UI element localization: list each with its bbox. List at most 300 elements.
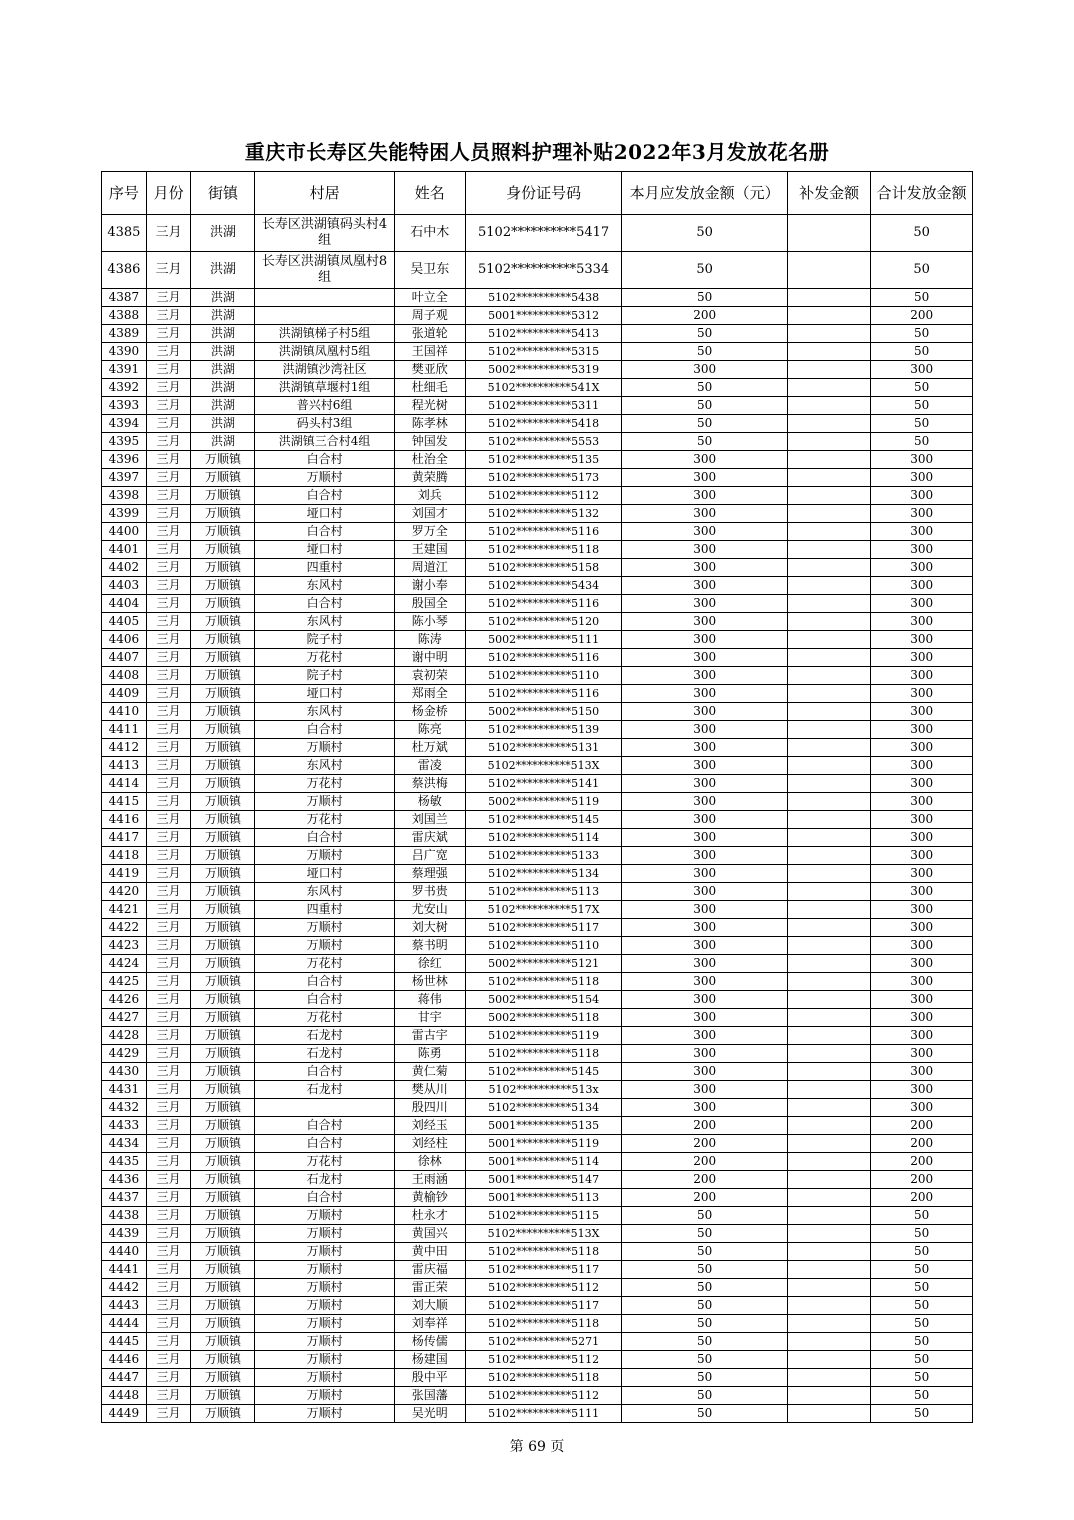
monthly-amount-cell: 300 [622,559,788,577]
row-number-cell: 4407 [102,649,147,667]
monthly-amount-cell: 300 [622,847,788,865]
town-cell: 万顺镇 [191,1117,255,1135]
name-cell: 蒋伟 [394,991,465,1009]
page-number: 第 69 页 [509,1439,565,1455]
id-number-cell: 5102**********513X [465,1225,622,1243]
supplement-amount-cell [788,379,871,397]
town-cell: 万顺镇 [191,1225,255,1243]
monthly-amount-cell: 300 [622,973,788,991]
header-cell: 村居 [255,172,394,215]
name-cell: 樊从川 [394,1081,465,1099]
row-number-cell: 4424 [102,955,147,973]
name-cell: 叶立全 [394,289,465,307]
town-cell: 万顺镇 [191,1369,255,1387]
name-cell: 张道轮 [394,325,465,343]
total-amount-cell: 200 [871,1117,973,1135]
row-number-cell: 4403 [102,577,147,595]
monthly-amount-cell: 50 [622,1333,788,1351]
name-cell: 王国祥 [394,343,465,361]
row-number-cell: 4433 [102,1117,147,1135]
village-cell: 垭口村 [255,685,394,703]
month-cell: 三月 [146,379,191,397]
id-number-cell: 5102**********5117 [465,1261,622,1279]
monthly-amount-cell: 50 [622,1207,788,1225]
total-amount-cell: 300 [871,1099,973,1117]
name-cell: 黄榆钞 [394,1189,465,1207]
total-amount-cell: 50 [871,1207,973,1225]
name-cell: 甘宇 [394,1009,465,1027]
month-cell: 三月 [146,631,191,649]
name-cell: 陈涛 [394,631,465,649]
table-row [102,991,973,1009]
total-amount-cell: 300 [871,865,973,883]
id-number-cell: 5102**********517X [465,901,622,919]
table-row [102,451,973,469]
monthly-amount-cell: 300 [622,793,788,811]
row-number-cell: 4412 [102,739,147,757]
id-number-cell: 5102**********5116 [465,523,622,541]
supplement-amount-cell [788,901,871,919]
name-cell: 雷庆斌 [394,829,465,847]
name-cell: 刘经玉 [394,1117,465,1135]
month-cell: 三月 [146,901,191,919]
supplement-amount-cell [788,361,871,379]
monthly-amount-cell: 300 [622,1099,788,1117]
table-row [102,631,973,649]
name-cell: 杜治全 [394,451,465,469]
supplement-amount-cell [788,1261,871,1279]
row-number-cell: 4440 [102,1243,147,1261]
name-cell: 张国藩 [394,1387,465,1405]
monthly-amount-cell: 50 [622,1279,788,1297]
town-cell: 万顺镇 [191,469,255,487]
town-cell: 万顺镇 [191,793,255,811]
monthly-amount-cell: 300 [622,811,788,829]
monthly-amount-cell: 300 [622,469,788,487]
name-cell: 殷中平 [394,1369,465,1387]
month-cell: 三月 [146,793,191,811]
row-number-cell: 4411 [102,721,147,739]
table-row [102,325,973,343]
total-amount-cell: 50 [871,1279,973,1297]
name-cell: 钟国发 [394,433,465,451]
id-number-cell: 5102**********5413 [465,325,622,343]
month-cell: 三月 [146,1207,191,1225]
row-number-cell: 4408 [102,667,147,685]
town-cell: 洪湖 [191,415,255,433]
supplement-amount-cell [788,252,871,289]
name-cell: 石中木 [394,215,465,252]
row-number-cell: 4428 [102,1027,147,1045]
table-row [102,937,973,955]
id-number-cell: 5001**********5113 [465,1189,622,1207]
total-amount-cell: 200 [871,1171,973,1189]
village-cell: 石龙村 [255,1027,394,1045]
name-cell: 殷四川 [394,1099,465,1117]
village-cell: 东风村 [255,577,394,595]
total-amount-cell: 300 [871,469,973,487]
name-cell: 谢中明 [394,649,465,667]
total-amount-cell: 50 [871,1243,973,1261]
row-number-cell: 4401 [102,541,147,559]
monthly-amount-cell: 300 [622,757,788,775]
table-row [102,1135,973,1153]
month-cell: 三月 [146,397,191,415]
town-cell: 万顺镇 [191,1351,255,1369]
monthly-amount-cell: 50 [622,415,788,433]
month-cell: 三月 [146,847,191,865]
town-cell: 万顺镇 [191,649,255,667]
roster-table [101,171,973,1423]
table-row [102,307,973,325]
table-row [102,649,973,667]
name-cell: 刘大顺 [394,1297,465,1315]
month-cell: 三月 [146,1153,191,1171]
name-cell: 刘奉祥 [394,1315,465,1333]
row-number-cell: 4390 [102,343,147,361]
supplement-amount-cell [788,847,871,865]
total-amount-cell: 300 [871,991,973,1009]
table-row [102,775,973,793]
monthly-amount-cell: 50 [622,1297,788,1315]
supplement-amount-cell [788,829,871,847]
village-cell: 白合村 [255,973,394,991]
row-number-cell: 4398 [102,487,147,505]
village-cell: 万顺村 [255,1315,394,1333]
supplement-amount-cell [788,865,871,883]
village-cell: 洪湖镇凤凰村5组 [255,343,394,361]
id-number-cell: 5102**********5134 [465,865,622,883]
id-number-cell: 5102**********5118 [465,1369,622,1387]
total-amount-cell: 300 [871,703,973,721]
name-cell: 雷正荣 [394,1279,465,1297]
id-number-cell: 5102**********5114 [465,829,622,847]
table-row [102,1387,973,1405]
row-number-cell: 4438 [102,1207,147,1225]
supplement-amount-cell [788,559,871,577]
table-row [102,1081,973,1099]
monthly-amount-cell: 300 [622,1045,788,1063]
monthly-amount-cell: 300 [622,937,788,955]
monthly-amount-cell: 300 [622,577,788,595]
town-cell: 万顺镇 [191,1009,255,1027]
supplement-amount-cell [788,397,871,415]
row-number-cell: 4396 [102,451,147,469]
village-cell: 万花村 [255,775,394,793]
total-amount-cell: 300 [871,901,973,919]
row-number-cell: 4426 [102,991,147,1009]
village-cell: 四重村 [255,901,394,919]
village-cell: 白合村 [255,523,394,541]
total-amount-cell: 300 [871,829,973,847]
total-amount-cell: 300 [871,559,973,577]
name-cell: 程光树 [394,397,465,415]
id-number-cell: 5102**********5116 [465,649,622,667]
name-cell: 蔡理强 [394,865,465,883]
id-number-cell: 5001**********5119 [465,1135,622,1153]
supplement-amount-cell [788,215,871,252]
name-cell: 吴光明 [394,1405,465,1423]
name-cell: 杨敏 [394,793,465,811]
month-cell: 三月 [146,1009,191,1027]
name-cell: 陈小琴 [394,613,465,631]
supplement-amount-cell [788,937,871,955]
village-cell: 东风村 [255,613,394,631]
month-cell: 三月 [146,1351,191,1369]
total-amount-cell: 300 [871,649,973,667]
table-row [102,1189,973,1207]
row-number-cell: 4409 [102,685,147,703]
name-cell: 杨金桥 [394,703,465,721]
row-number-cell: 4400 [102,523,147,541]
name-cell: 黄中田 [394,1243,465,1261]
table-row [102,793,973,811]
town-cell: 万顺镇 [191,811,255,829]
town-cell: 万顺镇 [191,1405,255,1423]
village-cell: 万顺村 [255,1369,394,1387]
monthly-amount-cell: 300 [622,721,788,739]
total-amount-cell: 50 [871,1261,973,1279]
id-number-cell: 5102**********5110 [465,667,622,685]
table-row [102,1333,973,1351]
monthly-amount-cell: 300 [622,991,788,1009]
name-cell: 刘大树 [394,919,465,937]
total-amount-cell: 300 [871,523,973,541]
month-cell: 三月 [146,451,191,469]
table-row [102,811,973,829]
town-cell: 万顺镇 [191,559,255,577]
month-cell: 三月 [146,685,191,703]
month-cell: 三月 [146,811,191,829]
name-cell: 樊亚欣 [394,361,465,379]
row-number-cell: 4421 [102,901,147,919]
month-cell: 三月 [146,1297,191,1315]
month-cell: 三月 [146,1063,191,1081]
header-cell: 本月应发放金额（元） [622,172,788,215]
month-cell: 三月 [146,1099,191,1117]
town-cell: 万顺镇 [191,595,255,613]
id-number-cell: 5102**********5118 [465,1243,622,1261]
monthly-amount-cell: 200 [622,1117,788,1135]
supplement-amount-cell [788,631,871,649]
total-amount-cell: 300 [871,613,973,631]
row-number-cell: 4427 [102,1009,147,1027]
total-amount-cell: 300 [871,847,973,865]
town-cell: 万顺镇 [191,1333,255,1351]
monthly-amount-cell: 300 [622,865,788,883]
name-cell: 杜永才 [394,1207,465,1225]
town-cell: 万顺镇 [191,829,255,847]
table-row [102,865,973,883]
supplement-amount-cell [788,1351,871,1369]
town-cell: 万顺镇 [191,1063,255,1081]
month-cell: 三月 [146,487,191,505]
id-number-cell: 5102**********541X [465,379,622,397]
monthly-amount-cell: 50 [622,379,788,397]
village-cell: 洪湖镇沙湾社区 [255,361,394,379]
month-cell: 三月 [146,252,191,289]
month-cell: 三月 [146,973,191,991]
row-number-cell: 4445 [102,1333,147,1351]
total-amount-cell: 300 [871,451,973,469]
town-cell: 万顺镇 [191,901,255,919]
name-cell: 杜万斌 [394,739,465,757]
monthly-amount-cell: 300 [622,1009,788,1027]
name-cell: 吴卫东 [394,252,465,289]
id-number-cell: 5002**********5319 [465,361,622,379]
table-row [102,955,973,973]
name-cell: 郑雨全 [394,685,465,703]
id-number-cell: 5102**********5418 [465,415,622,433]
id-number-cell: 5102**********5116 [465,595,622,613]
village-cell: 东风村 [255,757,394,775]
id-number-cell: 5102**********5173 [465,469,622,487]
town-cell: 洪湖 [191,325,255,343]
month-cell: 三月 [146,1279,191,1297]
id-number-cell: 5102**********5118 [465,973,622,991]
name-cell: 刘国才 [394,505,465,523]
month-cell: 三月 [146,577,191,595]
id-number-cell: 5102**********5334 [465,252,622,289]
town-cell: 万顺镇 [191,613,255,631]
supplement-amount-cell [788,1189,871,1207]
town-cell: 万顺镇 [191,703,255,721]
supplement-amount-cell [788,451,871,469]
monthly-amount-cell: 300 [622,1063,788,1081]
row-number-cell: 4415 [102,793,147,811]
village-cell: 万顺村 [255,1225,394,1243]
row-number-cell: 4391 [102,361,147,379]
town-cell: 万顺镇 [191,937,255,955]
supplement-amount-cell [788,739,871,757]
town-cell: 万顺镇 [191,739,255,757]
monthly-amount-cell: 50 [622,433,788,451]
row-number-cell: 4430 [102,1063,147,1081]
id-number-cell: 5102**********5438 [465,289,622,307]
table-row [102,361,973,379]
town-cell: 万顺镇 [191,541,255,559]
village-cell: 万顺村 [255,1351,394,1369]
table-row [102,1369,973,1387]
village-cell [255,289,394,307]
town-cell: 万顺镇 [191,1279,255,1297]
id-number-cell: 5102**********5311 [465,397,622,415]
town-cell: 万顺镇 [191,973,255,991]
id-number-cell: 5102**********5132 [465,505,622,523]
row-number-cell: 4419 [102,865,147,883]
month-cell: 三月 [146,215,191,252]
id-number-cell: 5102**********5553 [465,433,622,451]
village-cell: 白合村 [255,721,394,739]
town-cell: 万顺镇 [191,1081,255,1099]
table-row [102,1045,973,1063]
id-number-cell: 5102**********5112 [465,487,622,505]
table-row [102,1261,973,1279]
supplement-amount-cell [788,703,871,721]
id-number-cell: 5102**********5139 [465,721,622,739]
row-number-cell: 4414 [102,775,147,793]
total-amount-cell: 50 [871,1351,973,1369]
table-row [102,559,973,577]
total-amount-cell: 300 [871,631,973,649]
monthly-amount-cell: 200 [622,307,788,325]
total-amount-cell: 300 [871,487,973,505]
month-cell: 三月 [146,1387,191,1405]
supplement-amount-cell [788,343,871,361]
table-row [102,757,973,775]
month-cell: 三月 [146,361,191,379]
village-cell: 东风村 [255,703,394,721]
monthly-amount-cell: 300 [622,613,788,631]
supplement-amount-cell [788,1063,871,1081]
total-amount-cell: 300 [871,811,973,829]
village-cell: 垭口村 [255,865,394,883]
month-cell: 三月 [146,955,191,973]
total-amount-cell: 50 [871,343,973,361]
monthly-amount-cell: 300 [622,505,788,523]
name-cell: 陈亮 [394,721,465,739]
table-row [102,1207,973,1225]
total-amount-cell: 50 [871,1225,973,1243]
table-row [102,1009,973,1027]
monthly-amount-cell: 300 [622,955,788,973]
table-row [102,613,973,631]
total-amount-cell: 50 [871,1315,973,1333]
village-cell: 垭口村 [255,541,394,559]
id-number-cell: 5102**********5135 [465,451,622,469]
month-cell: 三月 [146,1027,191,1045]
row-number-cell: 4448 [102,1387,147,1405]
id-number-cell: 5102**********5117 [465,1297,622,1315]
id-number-cell: 5102**********5434 [465,577,622,595]
village-cell: 白合村 [255,1117,394,1135]
total-amount-cell: 200 [871,307,973,325]
id-number-cell: 5002**********5121 [465,955,622,973]
total-amount-cell: 50 [871,1405,973,1423]
id-number-cell: 5102**********5110 [465,937,622,955]
row-number-cell: 4417 [102,829,147,847]
town-cell: 洪湖 [191,397,255,415]
total-amount-cell: 300 [871,775,973,793]
row-number-cell: 4446 [102,1351,147,1369]
row-number-cell: 4395 [102,433,147,451]
row-number-cell: 4404 [102,595,147,613]
name-cell: 徐林 [394,1153,465,1171]
name-cell: 陈勇 [394,1045,465,1063]
month-cell: 三月 [146,739,191,757]
row-number-cell: 4418 [102,847,147,865]
total-amount-cell: 200 [871,1153,973,1171]
village-cell: 白合村 [255,487,394,505]
village-cell: 四重村 [255,559,394,577]
total-amount-cell: 300 [871,919,973,937]
table-row [102,577,973,595]
id-number-cell: 5002**********5154 [465,991,622,1009]
month-cell: 三月 [146,289,191,307]
month-cell: 三月 [146,325,191,343]
supplement-amount-cell [788,649,871,667]
total-amount-cell: 300 [871,595,973,613]
monthly-amount-cell: 300 [622,523,788,541]
town-cell: 万顺镇 [191,1387,255,1405]
month-cell: 三月 [146,433,191,451]
row-number-cell: 4434 [102,1135,147,1153]
row-number-cell: 4431 [102,1081,147,1099]
village-cell [255,307,394,325]
month-cell: 三月 [146,1261,191,1279]
name-cell: 王建国 [394,541,465,559]
supplement-amount-cell [788,523,871,541]
